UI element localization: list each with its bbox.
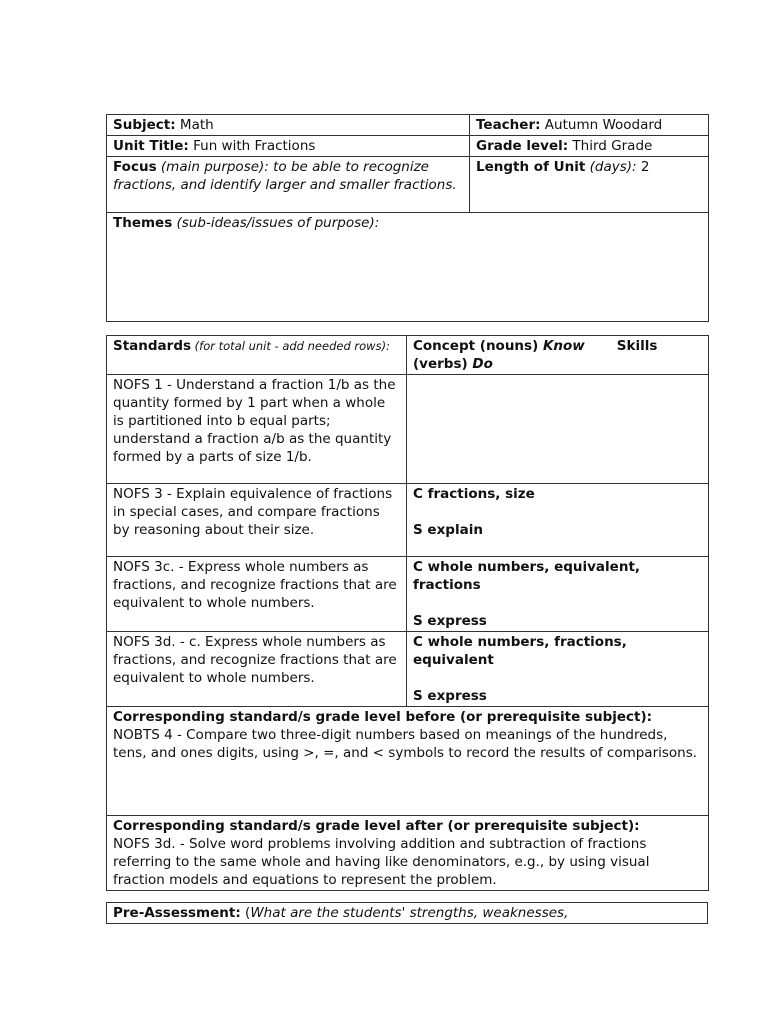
skill-text: S express bbox=[413, 613, 487, 629]
prerequisite-after-text: NOFS 3d. - Solve word problems involving addition and subtraction of fractions referring to the same whole and having like denominators, e.g., by using visual fraction models and equations to represent the problem. bbox=[113, 836, 650, 888]
prerequisite-after-cell bbox=[107, 816, 709, 891]
table-row bbox=[107, 557, 709, 632]
concept-text: C whole numbers, fractions, equivalent bbox=[413, 634, 627, 668]
table-row bbox=[107, 632, 709, 707]
pre-assessment-label: Pre-Assessment: bbox=[113, 905, 241, 921]
focus-cell bbox=[107, 157, 470, 213]
grade-level-value: Third Grade bbox=[568, 138, 653, 154]
unit-title-value: Fun with Fractions bbox=[188, 138, 316, 154]
prerequisite-before-label: Corresponding standard/s grade level before (or prerequisite subject): bbox=[113, 709, 653, 725]
grade-level-cell bbox=[470, 136, 709, 157]
concept-skill-cell bbox=[407, 557, 709, 632]
concept-skill-cell bbox=[407, 375, 709, 484]
prerequisite-before-cell bbox=[107, 707, 709, 816]
standards-header-note: (for total unit - add needed rows): bbox=[191, 339, 390, 353]
standard-cell: NOFS 3 - Explain equivalence of fractions in special cases, and compare fractions by reasoning about their size. bbox=[107, 484, 407, 557]
concept-skill-cell bbox=[407, 632, 709, 707]
concept-header-label: Concept (nouns) bbox=[413, 338, 543, 354]
teacher-value: Autumn Woodard bbox=[540, 117, 663, 133]
prerequisite-after-row bbox=[107, 816, 709, 891]
unit-info-table bbox=[106, 114, 709, 322]
table-row bbox=[107, 375, 709, 484]
themes-cell bbox=[107, 213, 709, 322]
focus-text: (main purpose): to be able to recognize fractions, and identify larger and smaller fractions. bbox=[113, 159, 457, 193]
standards-header-row bbox=[107, 336, 709, 375]
unit-title-label: Unit Title: bbox=[113, 138, 189, 154]
concept-skill-cell bbox=[407, 484, 709, 557]
concept-skills-header-cell bbox=[407, 336, 709, 375]
subject-row bbox=[107, 115, 709, 136]
prerequisite-before-text: NOBTS 4 - Compare two three-digit numbers based on meanings of the hundreds, tens, and ones digits, using >, =, and < symbols to record the results of comparisons. bbox=[113, 727, 698, 761]
concept-text: C fractions, size bbox=[413, 486, 535, 502]
standards-header-cell bbox=[107, 336, 407, 375]
focus-row bbox=[107, 157, 709, 213]
pre-assessment-table bbox=[106, 902, 708, 924]
pre-assessment-text: What are the students' strengths, weaknesses, bbox=[250, 905, 569, 921]
subject-label: Subject: bbox=[113, 117, 176, 133]
themes-paren: (sub-ideas/issues of purpose): bbox=[172, 215, 380, 231]
teacher-cell bbox=[470, 115, 709, 136]
pre-assessment-cell bbox=[107, 903, 708, 924]
verbs-header-label: (verbs) bbox=[413, 356, 473, 372]
subject-value: Math bbox=[175, 117, 214, 133]
pre-assessment-row bbox=[107, 903, 708, 924]
prerequisite-before-row bbox=[107, 707, 709, 816]
know-label: Know bbox=[542, 338, 585, 354]
standard-cell: NOFS 1 - Understand a fraction 1/b as the quantity formed by 1 part when a whole is partitioned into b equal parts; understand a fraction a/b as the quantity formed by a parts of size 1/b. bbox=[107, 375, 407, 484]
grade-level-label: Grade level: bbox=[476, 138, 569, 154]
themes-label: Themes bbox=[113, 215, 173, 231]
standards-header-label: Standards bbox=[113, 338, 192, 354]
focus-label: Focus bbox=[113, 159, 157, 175]
do-label: Do bbox=[472, 356, 493, 372]
unit-title-cell bbox=[107, 136, 470, 157]
length-label: Length of Unit bbox=[476, 159, 586, 175]
standard-cell: NOFS 3d. - c. Express whole numbers as fractions, and recognize fractions that are equivalent to whole numbers. bbox=[107, 632, 407, 707]
themes-row bbox=[107, 213, 709, 322]
table-row bbox=[107, 484, 709, 557]
length-value: 2 bbox=[636, 159, 650, 175]
skill-text: S express bbox=[413, 688, 487, 704]
unit-title-row bbox=[107, 136, 709, 157]
standard-cell: NOFS 3c. - Express whole numbers as fractions, and recognize fractions that are equivalent to whole numbers. bbox=[107, 557, 407, 632]
length-cell bbox=[470, 157, 709, 213]
standards-table bbox=[106, 335, 709, 891]
prerequisite-after-label: Corresponding standard/s grade level after (or prerequisite subject): bbox=[113, 818, 640, 834]
length-paren: (days): bbox=[585, 159, 637, 175]
pre-assessment-paren: ( bbox=[240, 905, 251, 921]
concept-text: C whole numbers, equivalent, fractions bbox=[413, 559, 641, 593]
subject-cell bbox=[107, 115, 470, 136]
skills-header-label: Skills bbox=[616, 338, 658, 354]
skill-text: S explain bbox=[413, 522, 483, 538]
teacher-label: Teacher: bbox=[476, 117, 541, 133]
